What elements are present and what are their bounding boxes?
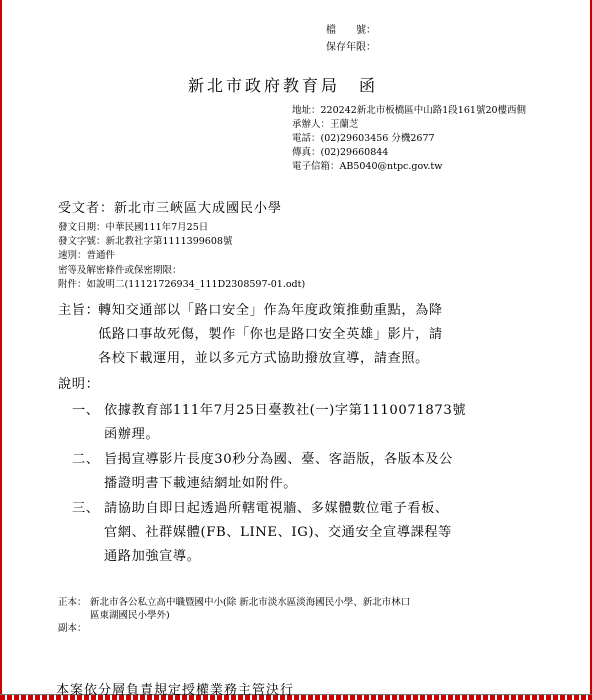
subject-line: 各校下載運用，並以多元方式協助撥放宣導，請查照。	[98, 351, 429, 366]
explanation-item	[104, 399, 466, 447]
attachment-link[interactable]: 附件：如說明二(11121726934_111D2308597-01.odt)	[58, 279, 306, 290]
document-title: 新北市政府教育局 函	[188, 76, 379, 95]
file-number-label: 檔 號：	[326, 25, 376, 36]
item-line: 旨揭宣導影片長度30秒分為國、臺、客語版，各版本及公	[104, 452, 453, 467]
item-line: 官網、社群媒體(FB、LINE、IG)、交通安全宣導課程等	[104, 525, 452, 540]
main-recipient-line: 區東湖國民小學外)	[90, 610, 170, 621]
item-line: 請協助自即日起透過所轄電視牆、多媒體數位電子看板、	[104, 501, 449, 516]
item-line: 依據教育部111年7月25日臺教社(一)字第1110071873號	[104, 403, 467, 418]
subject-line: 低路口事故死傷，製作「你也是路口安全英雄」影片，請	[98, 327, 443, 342]
item-number: 一、	[72, 403, 100, 418]
item-line: 函辦理。	[104, 427, 160, 442]
retention-label: 保存年限：	[326, 42, 376, 53]
contact-address: 地址：220242新北市板橋區中山路1段161號20樓西側	[292, 105, 527, 116]
item-number: 三、	[72, 501, 100, 516]
recipient: 受文者：新北市三峽區大成國民小學	[58, 201, 283, 216]
explanation-item	[104, 448, 453, 496]
item-line: 通路加強宣導。	[104, 549, 201, 564]
authorization-note: 本案依分層負責規定授權業務主管決行	[56, 683, 295, 698]
secrecy-level: 密等及解密條件或保密期限：	[58, 265, 182, 276]
main-recipient-line: 新北市各公私立高中職暨國中小(除 新北市淡水區淡海國民小學、新北市林口	[90, 597, 411, 608]
explanation-item	[104, 497, 452, 569]
explanation-label: 說明：	[58, 377, 100, 392]
main-recipients	[90, 596, 410, 622]
contact-email: 電子信箱：AB5040@ntpc.gov.tw	[292, 161, 443, 172]
contact-fax: 傳真：(02)29660844	[292, 147, 389, 158]
main-recipient-label: 正本：	[58, 597, 87, 608]
subject-label: 主旨：	[58, 303, 100, 318]
delivery-speed: 速別：普通件	[58, 250, 116, 261]
document-number: 發文字號：新北教社字第1111399608號	[58, 236, 233, 247]
cc-label: 副本：	[58, 623, 87, 634]
contact-phone: 電話：(02)29603456 分機2677	[292, 133, 435, 144]
item-number: 二、	[72, 452, 100, 467]
contact-handler: 承辦人：王蘭芝	[292, 119, 359, 130]
subject-line: 轉知交通部以「路口安全」作為年度政策推動重點，為降	[98, 303, 443, 318]
issue-date: 發文日期：中華民國111年7月25日	[58, 222, 209, 233]
item-line: 播證明書下載連結網址如附件。	[104, 476, 298, 491]
subject-text	[98, 299, 443, 371]
